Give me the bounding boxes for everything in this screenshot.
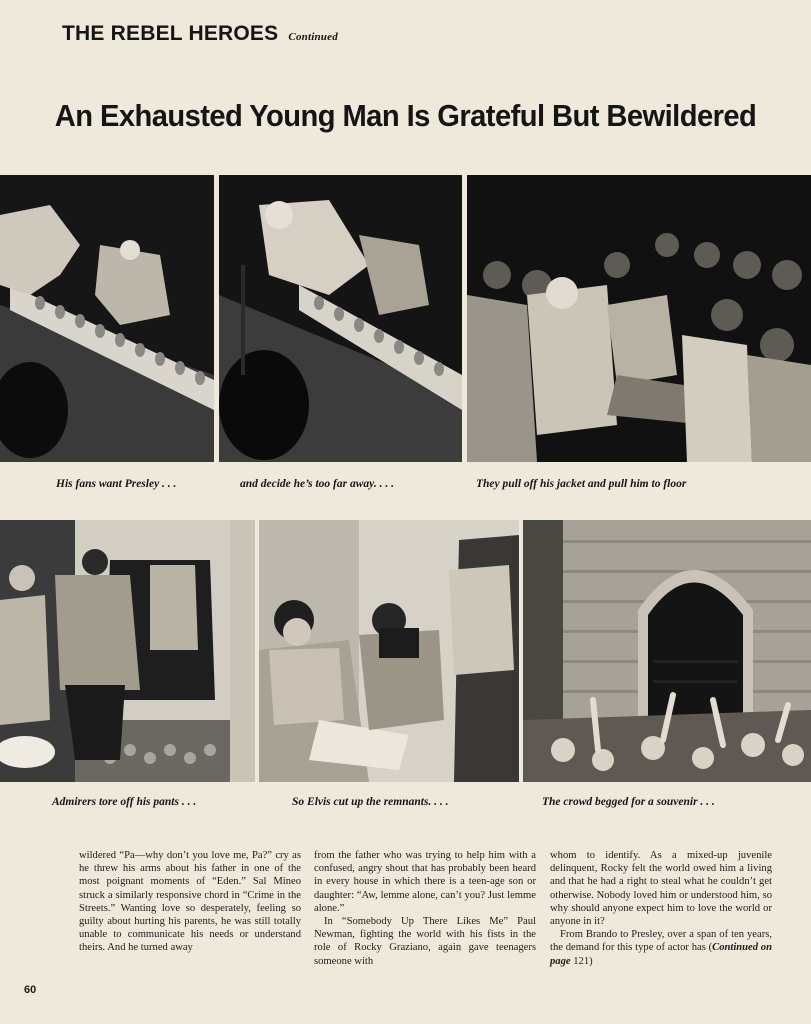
photo-too-far-away <box>219 175 462 462</box>
headline: An Exhausted Young Man Is Grateful But Bewildered <box>54 98 757 133</box>
caption-cut-up-remnants: So Elvis cut up the remnants. . . . <box>292 796 449 808</box>
section-title <box>62 22 338 46</box>
caption-fans-want-presley: His fans want Presley . . . <box>56 478 177 490</box>
article-column-3 <box>550 849 772 968</box>
photo-pull-him-to-floor <box>467 175 811 462</box>
article-paragraph: whom to identify. As a mixed-up juvenile delinquent, Rocky felt the world owed him a living and that he had a right to steal what he couldn’t get otherwise. Nobody loved him or understood him, so why should anyone expect him to love the world or anyone in it? <box>550 850 772 928</box>
photo-crowd-begged-souvenir <box>523 520 811 782</box>
continued-on-page-ref: Continued on page <box>550 942 772 967</box>
caption-too-far-away: and decide he’s too far away. . . . <box>240 478 394 490</box>
paragraph-text-end: 121) <box>570 955 593 967</box>
photo-cut-up-remnants <box>259 520 519 782</box>
caption-tore-off-pants: Admirers tore off his pants . . . <box>52 796 197 808</box>
caption-crowd-begged-souvenir: The crowd begged for a souvenir . . . <box>542 796 715 808</box>
page-number: 60 <box>24 984 37 996</box>
paragraph-text: From Brando to Presley, over a span of ten years, the demand for this type of actor has ( <box>550 929 772 954</box>
caption-pull-him-to-floor: They pull off his jacket and pull him to floor <box>476 478 687 490</box>
article-column-1 <box>79 849 301 955</box>
continued-label: Continued <box>288 31 338 43</box>
section-title-text: THE REBEL HEROES <box>62 22 279 45</box>
article-paragraph: wildered “Pa—why don’t you love me, Pa?” cry as he threw his arms about his father in one of the most poignant moments of “Eden.” Sal Mineo struck a similarly responsive chord in “Crime in the Streets.” Wanting love so desperately, feeling so guilty about hurting his parents, he was still totally unable to communicate his needs or understand theirs. And he turned away <box>79 850 301 954</box>
article-paragraph-continued <box>550 928 772 968</box>
article-paragraph: In “Somebody Up There Likes Me” Paul Newman, fighting the world with his fists in the role of Rocky Graziano, again gave teenagers someone with <box>314 916 536 967</box>
photo-fans-want-presley <box>0 175 214 462</box>
article-paragraph: from the father who was trying to help him with a confused, angry shout that has probably been heard in every house in which there is a teen-age son or daughter: “Aw, lemme alone, can’t you? Just lemme alone.” <box>314 850 536 914</box>
article-column-2 <box>314 849 536 968</box>
photo-tore-off-pants <box>0 520 255 782</box>
